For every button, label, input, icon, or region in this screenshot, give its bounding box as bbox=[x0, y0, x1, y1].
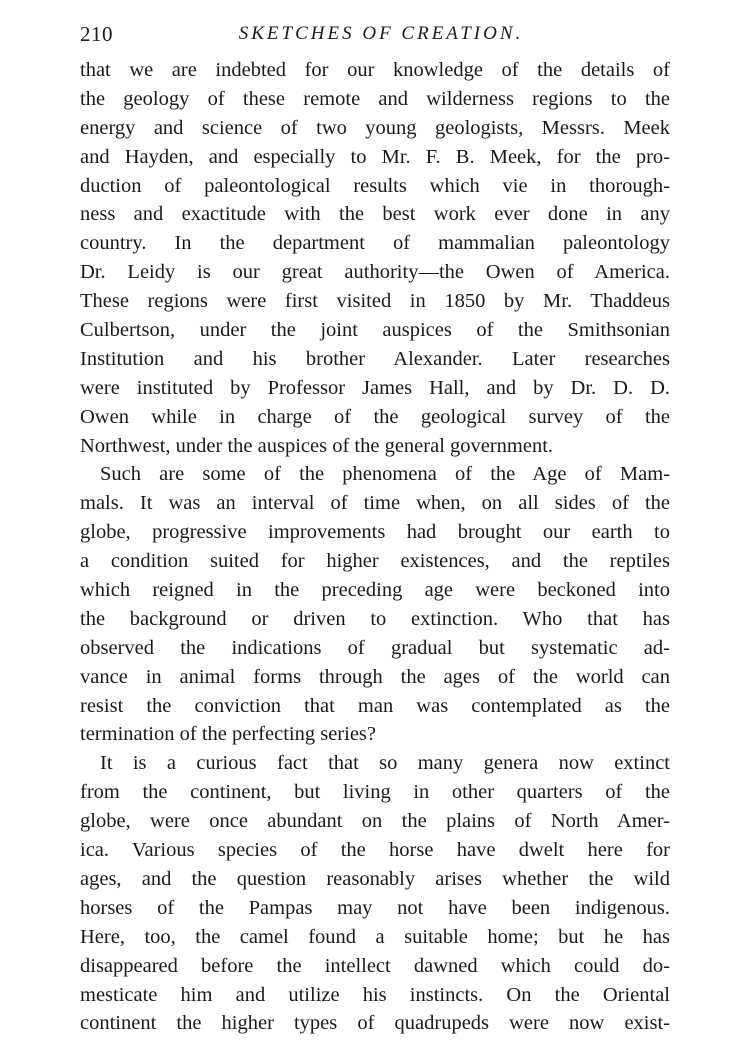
text-line: duction of paleontological results which vie in thorough- bbox=[80, 174, 670, 197]
text-line: which reigned in the preceding age were beckoned into bbox=[80, 579, 670, 602]
text-line: Here, too, the camel found a suitable home; but he has bbox=[80, 925, 670, 948]
running-head bbox=[80, 16, 670, 52]
text-line: ica. Various species of the horse have dwelt here for bbox=[80, 839, 670, 862]
text-line: observed the indications of gradual but systematic ad- bbox=[80, 636, 670, 659]
text-line: that we are indebted for our knowledge of the details of bbox=[80, 59, 670, 81]
text-line: the geology of these remote and wilderness regions to the bbox=[80, 87, 670, 110]
text-line: globe, progressive improvements had brought our earth to bbox=[80, 521, 670, 544]
text-line: Northwest, under the auspices of the general government. bbox=[80, 434, 554, 457]
text-line: from the continent, but living in other quarters of the bbox=[80, 781, 670, 804]
text-line: ages, and the question reasonably arises whether the wild bbox=[80, 867, 670, 890]
text-line: ness and exactitude with the best work ever done in any bbox=[80, 203, 670, 226]
text-line: country. In the department of mammalian paleontology bbox=[80, 232, 670, 255]
text-line: Dr. Leidy is our great authority—the Owen of America. bbox=[80, 261, 670, 284]
text-line: mesticate him and utilize his instincts. On the Oriental bbox=[80, 983, 670, 1006]
text-line: disappeared before the intellect dawned which could do- bbox=[80, 954, 670, 977]
text-line: It is a curious fact that so many genera now extinct bbox=[100, 752, 670, 775]
book-page bbox=[80, 16, 670, 1038]
body-text bbox=[80, 56, 670, 1038]
text-line: were instituted by Professor James Hall, and by Dr. D. D. bbox=[80, 376, 670, 399]
text-line: These regions were first visited in 1850 by Mr. Thaddeus bbox=[80, 290, 670, 313]
text-line: Culbertson, under the joint auspices of the Smithsonian bbox=[80, 319, 670, 342]
running-title: SKETCHES OF CREATION. bbox=[238, 23, 524, 44]
paragraph bbox=[80, 56, 670, 460]
text-line: vance in animal forms through the ages of the world can bbox=[80, 665, 670, 688]
text-line: globe, were once abundant on the plains of North Amer- bbox=[80, 810, 670, 833]
page-number: 210 bbox=[80, 22, 113, 46]
text-line: Such are some of the phenomena of the Age of Mam- bbox=[100, 463, 670, 486]
text-line: Owen while in charge of the geological survey of the bbox=[80, 405, 670, 428]
text-line: termination of the perfecting series? bbox=[80, 723, 376, 746]
text-line: energy and science of two young geologists, Messrs. Meek bbox=[80, 116, 670, 139]
text-line: the background or driven to extinction. Who that has bbox=[80, 607, 670, 630]
text-line: a condition suited for higher existences, and the reptiles bbox=[80, 550, 670, 573]
paragraph bbox=[80, 460, 670, 749]
text-line: Institution and his brother Alexander. Later researches bbox=[80, 347, 670, 370]
text-line: mals. It was an interval of time when, on all sides of the bbox=[80, 492, 670, 515]
text-line: and Hayden, and especially to Mr. F. B. Meek, for the pro- bbox=[80, 145, 670, 168]
text-line: resist the conviction that man was contemplated as the bbox=[80, 694, 670, 717]
text-line: horses of the Pampas may not have been indigenous. bbox=[80, 896, 670, 919]
paragraph bbox=[80, 749, 670, 1038]
text-line: continent the higher types of quadrupeds were now exist- bbox=[80, 1012, 670, 1035]
